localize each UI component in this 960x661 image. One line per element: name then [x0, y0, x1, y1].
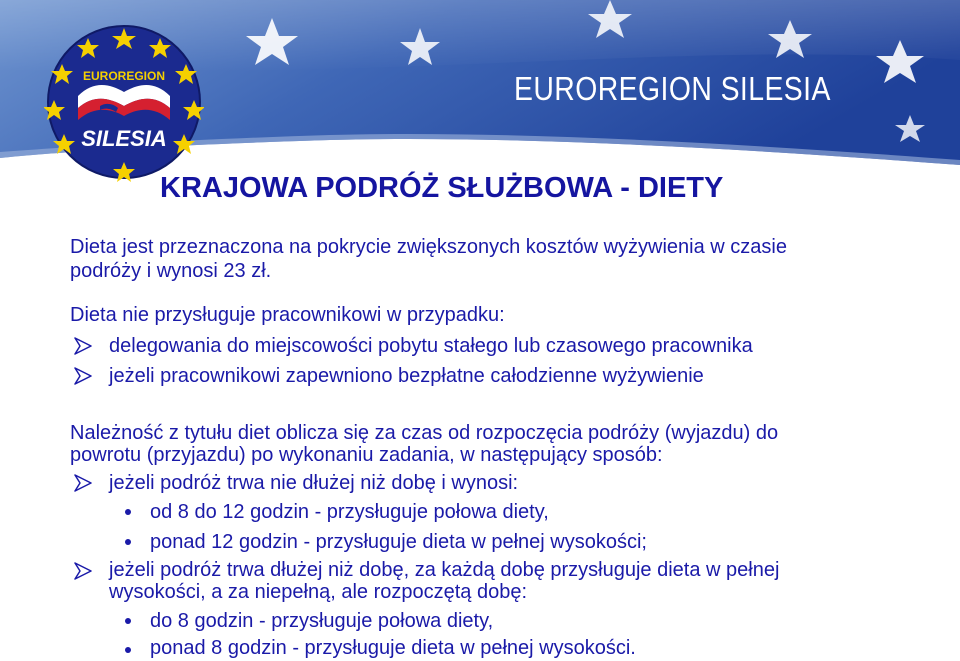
exclusion-item: delegowania do miejscowości pobytu stałego lub czasowego pracownika: [109, 335, 753, 357]
case2-item: do 8 godzin - przysługuje połowa diety,: [150, 610, 494, 632]
dot-bullet-icon: [125, 647, 131, 653]
case1-title: jeżeli podróż trwa nie dłużej niż dobę i wynosi:: [109, 472, 519, 494]
exclusion-item: jeżeli pracownikowi zapewniono bezpłatne całodzienne wyżywienie: [109, 365, 704, 387]
calc-line-2: powrotu (przyjazdu) po wykonaniu zadania, w następujący sposób:: [70, 444, 663, 466]
slide-heading: KRAJOWA PODRÓŻ SŁUŻBOWA - DIETY: [160, 172, 724, 204]
logo-ring-text: EUROREGION: [82, 69, 166, 83]
arrowhead-bullet-icon: [73, 337, 93, 355]
arrowhead-bullet-icon: [73, 367, 93, 385]
banner-title: EUROREGION SILESIA: [514, 70, 831, 107]
case2-title-line-1: jeżeli podróż trwa dłużej niż dobę, za każdą dobę przysługuje dieta w pełnej: [109, 559, 780, 581]
intro-line-1: Dieta jest przeznaczona na pokrycie zwiększonych kosztów wyżywienia w czasie: [70, 236, 787, 258]
arrowhead-bullet-icon: [73, 562, 93, 580]
case2-title-line-2: wysokości, a za niepełną, ale rozpoczętą dobę:: [109, 581, 528, 603]
dot-bullet-icon: [125, 539, 131, 545]
dot-bullet-icon: [125, 509, 131, 515]
logo-center-text: SILESIA: [81, 126, 167, 151]
case2-item: ponad 8 godzin - przysługuje dieta w pełnej wysokości.: [150, 637, 636, 659]
arrowhead-bullet-icon: [73, 474, 93, 492]
dot-bullet-icon: [125, 618, 131, 624]
exclusions-lead: Dieta nie przysługuje pracownikowi w przypadku:: [70, 304, 505, 326]
case1-item: ponad 12 godzin - przysługuje dieta w pełnej wysokości;: [150, 531, 647, 553]
intro-line-2: podróży i wynosi 23 zł.: [70, 260, 272, 282]
calc-line-1: Należność z tytułu diet oblicza się za czas od rozpoczęcia podróży (wyjazdu) do: [70, 422, 779, 444]
case1-item: od 8 do 12 godzin - przysługuje połowa diety,: [150, 501, 549, 523]
